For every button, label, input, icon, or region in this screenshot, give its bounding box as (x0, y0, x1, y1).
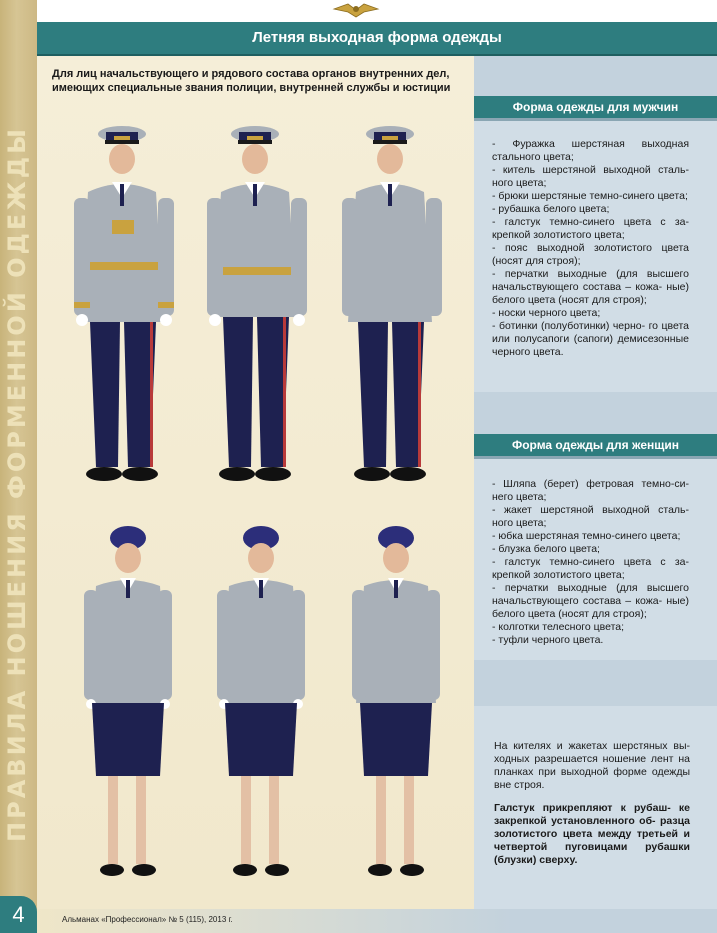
list-item: - рубашка белого цвета; (492, 203, 610, 215)
list-item: - носки черного цвета; (492, 307, 601, 319)
list-item: - туфли черного цвета. (492, 634, 604, 646)
list-item: - китель шерстяной выходной сталь- ного цвета; (492, 164, 689, 189)
male-figure-1 (70, 112, 182, 497)
male-figure-3 (338, 112, 450, 497)
info-band-middle (474, 392, 717, 434)
footer-text: Альманах «Профессионал» № 5 (115), 2013 г. (62, 915, 233, 924)
list-item: - перчатки выходные (для высшего начальствующего состава – кожа- ные) белого цвета (носят для строя); (492, 582, 689, 620)
list-item: - галстук темно-синего цвета с за- крепкой золотистого цвета; (492, 556, 689, 581)
page-number: 4 (0, 896, 37, 933)
list-item: - Фуражка шерстяная выходная стального цвета; (492, 138, 689, 163)
list-item: - пояс выходной золотистого цвета (носят для строя); (492, 242, 689, 267)
intro-line-2: имеющих специальные звания полиции, внутренней службы и юстиции (52, 82, 451, 94)
male-figure-2 (203, 112, 315, 497)
sidebar (0, 0, 37, 933)
ribbons-note: На кителях и жакетах шерстяных вы- ходных разрешается ношение лент на планках при выходной форме одежды вне строя. (494, 740, 690, 791)
intro-line-1: Для лиц начальствующего и рядового состава органов внутренних дел, (52, 68, 450, 80)
info-band-lower (474, 660, 717, 706)
page-title: Летняя выходная форма одежды (37, 22, 717, 56)
men-section-title: Форма одежды для мужчин (474, 96, 717, 118)
list-item: - галстук темно-синего цвета с за- крепкой золотистого цвета; (492, 216, 689, 241)
vertical-title: ПРАВИЛА НОШЕНИЯ ФОРМЕННОЙ ОДЕЖДЫ (3, 126, 31, 842)
emblem-icon (326, 0, 386, 18)
info-band-top (474, 56, 717, 96)
tie-note: Галстук прикрепляют к рубаш- ке закрепкой установленного об- разца золотистого цвета между третьей и четвертой пуговицами рубашки (блузки) сверху. (494, 802, 690, 866)
list-item: - брюки шерстяные темно-синего цвета; (492, 190, 688, 202)
list-item: - колготки телесного цвета; (492, 621, 625, 633)
list-item: - блузка белого цвета; (492, 543, 600, 555)
list-item: - ботинки (полуботинки) черно- го цвета или полусапоги (сапоги) демисезонные черного цвета. (492, 320, 689, 358)
female-figure-2 (213, 518, 313, 893)
women-section-title: Форма одежды для женщин (474, 434, 717, 456)
men-items-list (492, 138, 689, 359)
list-item: - жакет шерстяной выходной сталь- ного цвета; (492, 504, 689, 529)
female-figure-1 (80, 518, 180, 893)
list-item: - юбка шерстяная темно-синего цвета; (492, 530, 681, 542)
list-item: - Шляпа (берет) фетровая темно-си- него цвета; (492, 478, 689, 503)
women-items-list (492, 478, 689, 647)
female-figure-3 (348, 518, 448, 893)
intro-text (52, 67, 462, 95)
list-item: - перчатки выходные (для высшего начальствующего состава – кожа- ные) белого цвета (носят для строя); (492, 268, 689, 306)
